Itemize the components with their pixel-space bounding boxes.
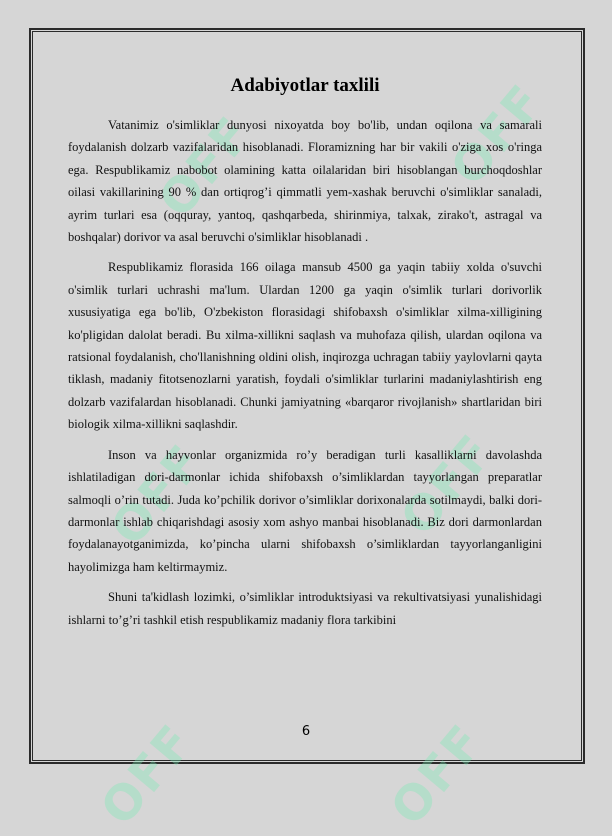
page-title: Adabiyotlar taxlili <box>230 75 380 96</box>
watermark: OFF <box>90 713 206 836</box>
paragraph: Respublikamiz florasida 166 oilaga mansub 4500 ga yaqin tabiiy xolda o'suvchi o'simlik turlari uchrashi ma'lum. Ulardan 1200 ga yaqin o'simlik turlari dorivorlik xususiyatiga ega bo'lib, O'zbekiston florasidagi shifobaxsh o'simliklar xilma-xilligining ko'pligidan dalolat beradi. Bu xilma-xillikni saqlash va muhofaza qilish, ulardan oqilona va ratsional foydalanish, cho'llanishning oldini olish, inqirozga uchragan tabiiy yaylovlarni qayta tiklash, madaniy fitotsenozlarni yaratish, foydali o'simliklar turlarini madaniylashtirish eng dolzarb vazifalardan hisoblanadi. Chunki jamiyatning «barqaror rivojlanish» shartlaridan biri biologik xilma-xillikni saqlashdir. <box>68 260 542 432</box>
paragraph: Inson va hayvonlar organizmida ro’y beradigan turli kasalliklarni davolashda ishlatiladigan dori-darmonlar ichida shifobaxsh o’simliklardan tayyorlangan preparatlar salmoqli o’rin tutadi. Juda ko’pchilik dorivor o’simliklar dorixonalarda sotilmaydi, balki dori-darmonlar ishlab chiqarishdagi asosiy xom ashyo manbai hisoblanadi. Biz dori darmonlardan foydalanayotganimizda, ko’pincha ularni shifobaxsh o’simliklardan tayyorlanganligini hayolimizga ham keltirmaymiz. <box>68 447 542 574</box>
page-number: 6 <box>301 724 311 739</box>
watermark: OFF <box>390 423 506 546</box>
watermark: OFF <box>100 433 216 556</box>
document-body <box>68 74 542 639</box>
paragraph: Shuni ta'kidlash lozimki, o’simliklar introduktsiyasi va rekultivatsiyasi yunalishidagi ishlarni to’g’ri tashkil etish respublikamiz madaniy flora tarkibini <box>68 590 542 627</box>
watermark: OFF <box>440 73 556 196</box>
paragraph: Vatanimiz o'simliklar dunyosi nixoyatda boy bo'lib, undan oqilona va samarali foydalanish dolzarb vazifalaridan hisoblanadi. Floramizning har bir vakili o'ziga xos o'ringa ega. Respublikamiz nabobot olamining katta oilalaridan biri hisoblangan burchoqdoshlar oilasi vakillarining 90 % dan ortiqrog’i qimmatli yem-xashak beruvchi o'simliklar sanaladi, ayrim turlari esa (oqquray, yantoq, qashqarbeda, shirinmiya, talxak, zirako't, astragal va boshqalar) dorivor va asal beruvchi o'simliklar hisoblanadi . <box>68 118 542 245</box>
watermark: OFF <box>148 105 264 228</box>
watermark: OFF <box>380 713 496 836</box>
